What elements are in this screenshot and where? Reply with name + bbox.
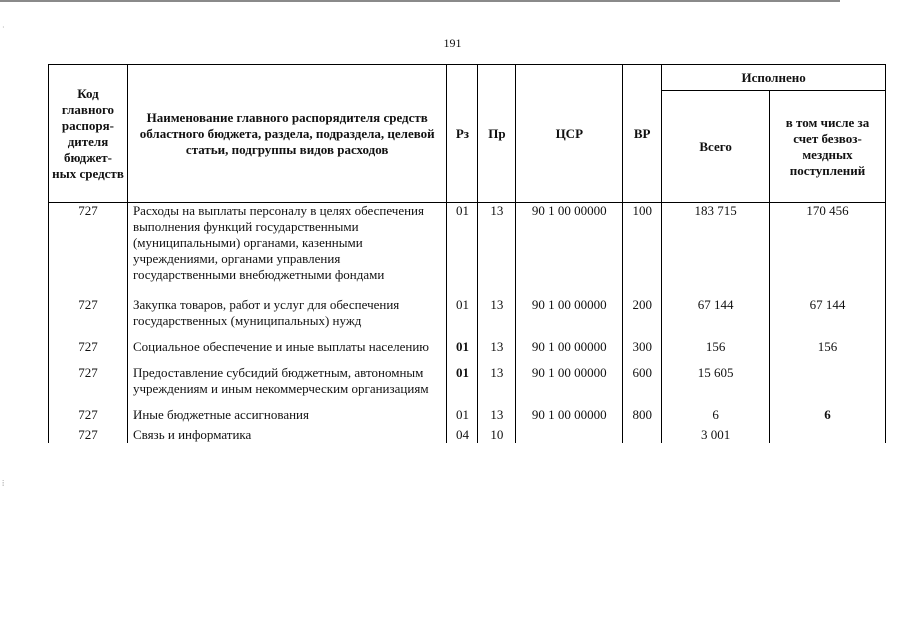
cell-name: Связь и информатика — [127, 427, 447, 443]
cell-csr: 90 1 00 00000 — [516, 297, 623, 339]
table-row — [49, 339, 886, 365]
page-number: 191 — [443, 36, 462, 50]
cell-csr: 90 1 00 00000 — [516, 339, 623, 365]
cell-name: Социальное обеспечение и иные выплаты населению — [127, 339, 447, 365]
budget-execution-table — [48, 64, 886, 443]
cell-gratuitous — [770, 365, 886, 407]
header-code: Код главного распоря-дителя бюджет-ных средств — [49, 65, 128, 203]
table-row — [49, 365, 886, 407]
cell-gratuitous: 170 456 — [770, 203, 886, 298]
cell-name: Закупка товаров, работ и услуг для обеспечения государственных (муниципальных) нужд — [127, 297, 447, 339]
table-row — [49, 407, 886, 427]
cell-name: Иные бюджетные ассигнования — [127, 407, 447, 427]
table-row — [49, 203, 886, 298]
cell-pr: 10 — [478, 427, 516, 443]
cell-csr: 90 1 00 00000 — [516, 365, 623, 407]
cell-rz: 01 — [447, 365, 478, 407]
cell-vr: 200 — [623, 297, 662, 339]
cell-csr: 90 1 00 00000 — [516, 203, 623, 298]
cell-total: 67 144 — [662, 297, 770, 339]
cell-csr: 90 1 00 00000 — [516, 407, 623, 427]
scan-margin-mark: · — [2, 23, 5, 32]
cell-vr: 300 — [623, 339, 662, 365]
cell-total: 183 715 — [662, 203, 770, 298]
cell-gratuitous — [770, 427, 886, 443]
cell-pr: 13 — [478, 407, 516, 427]
scan-top-edge — [0, 0, 840, 2]
header-total: Всего — [662, 91, 770, 203]
cell-vr: 800 — [623, 407, 662, 427]
table-row — [49, 427, 886, 443]
cell-pr: 13 — [478, 203, 516, 298]
cell-pr: 13 — [478, 297, 516, 339]
cell-code: 727 — [49, 407, 128, 427]
scan-margin-mark: ⁞ — [2, 479, 5, 488]
cell-name: Предоставление субсидий бюджетным, автономным учреждениям и иным некоммерческим организациям — [127, 365, 447, 407]
cell-rz: 01 — [447, 407, 478, 427]
cell-code: 727 — [49, 365, 128, 407]
cell-code: 727 — [49, 297, 128, 339]
cell-code: 727 — [49, 203, 128, 298]
cell-code: 727 — [49, 339, 128, 365]
cell-name: Расходы на выплаты персоналу в целях обеспечения выполнения функций государственными (муниципальными) органами, казенными учреждениями, органами управления государственными внебюджетными фондами — [127, 203, 447, 298]
cell-total: 156 — [662, 339, 770, 365]
header-gratuitous: в том числе за счет безвоз-мездных поступлений — [770, 91, 886, 203]
header-rz: Рз — [447, 65, 478, 203]
cell-vr: 600 — [623, 365, 662, 407]
cell-vr: 100 — [623, 203, 662, 298]
cell-vr — [623, 427, 662, 443]
cell-gratuitous: 6 — [770, 407, 886, 427]
header-csr: ЦСР — [516, 65, 623, 203]
cell-rz: 01 — [447, 203, 478, 298]
cell-gratuitous: 156 — [770, 339, 886, 365]
cell-total: 6 — [662, 407, 770, 427]
header-executed: Исполнено — [662, 65, 886, 91]
header-name: Наименование главного распорядителя средств областного бюджета, раздела, подраздела, целевой статьи, подгруппы видов расходов — [127, 65, 447, 203]
cell-rz: 01 — [447, 339, 478, 365]
cell-pr: 13 — [478, 365, 516, 407]
cell-gratuitous: 67 144 — [770, 297, 886, 339]
cell-rz: 01 — [447, 297, 478, 339]
cell-total: 3 001 — [662, 427, 770, 443]
cell-pr: 13 — [478, 339, 516, 365]
header-vr: ВР — [623, 65, 662, 203]
cell-csr — [516, 427, 623, 443]
table-row — [49, 297, 886, 339]
cell-code: 727 — [49, 427, 128, 443]
cell-rz: 04 — [447, 427, 478, 443]
cell-total: 15 605 — [662, 365, 770, 407]
header-pr: Пр — [478, 65, 516, 203]
